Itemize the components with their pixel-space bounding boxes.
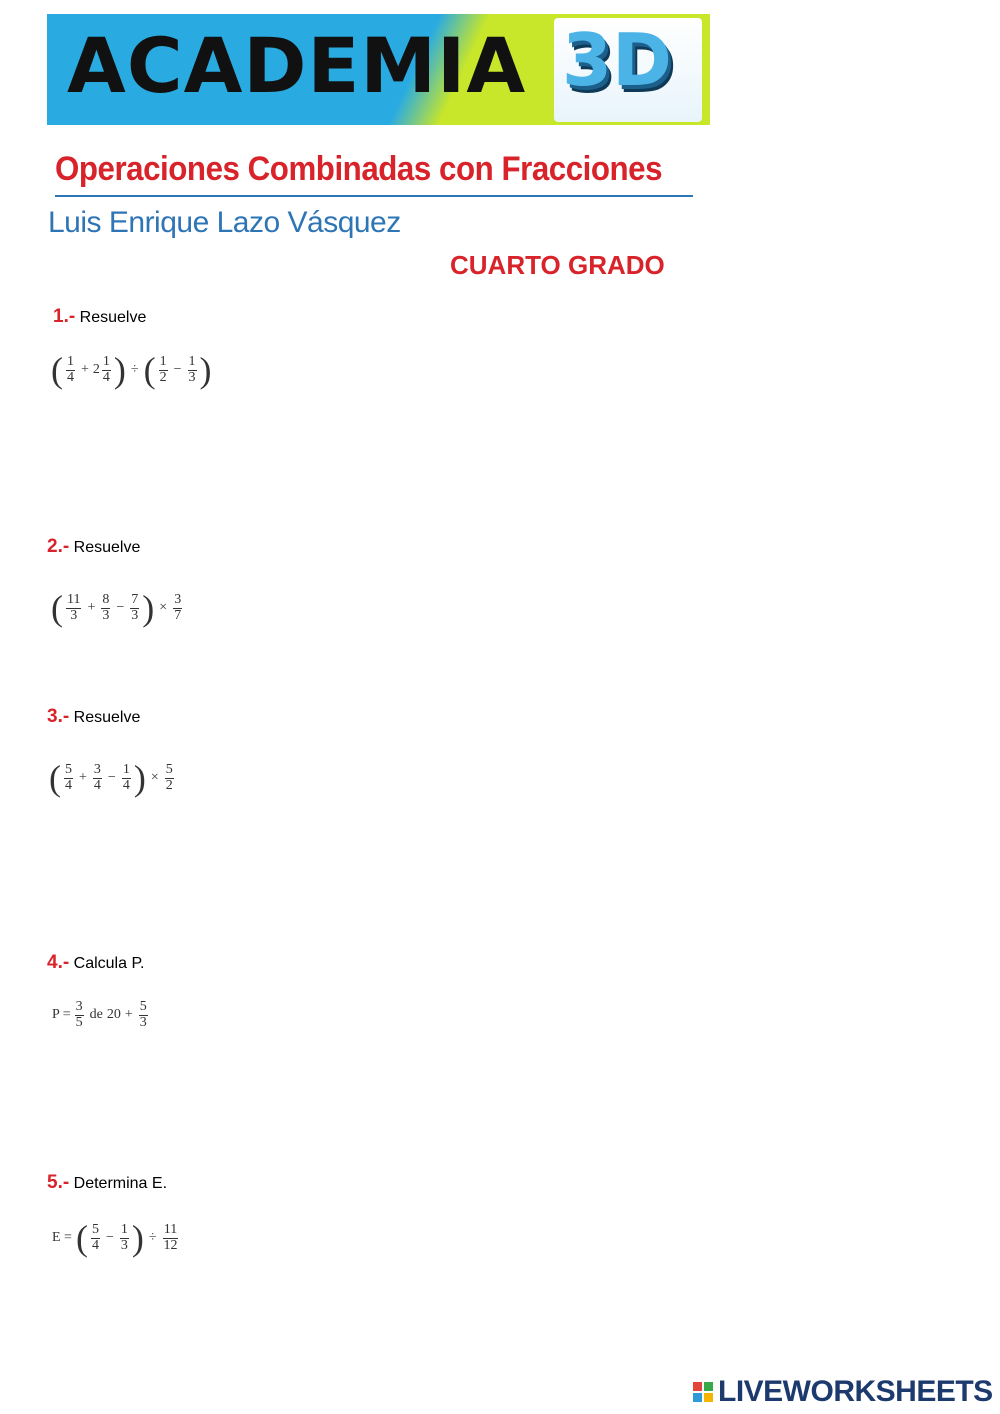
liveworksheets-grid-icon <box>693 1382 713 1402</box>
minus-sign: − <box>107 770 116 785</box>
question-1-heading <box>53 306 146 328</box>
plus-sign: + <box>79 770 87 785</box>
fraction: $\frac{5}{3}$ <box>139 999 147 1030</box>
minus-sign: − <box>116 600 125 615</box>
question-label: Determina E. <box>73 1175 168 1192</box>
open-paren: ( <box>143 350 156 390</box>
fraction: $\frac{7}{3}$ <box>131 591 139 623</box>
fraction: $\frac{1}{3}$ <box>188 353 196 385</box>
author-name: Luis Enrique Lazo Vásquez <box>48 206 401 239</box>
fraction: $\frac{1}{3}$ <box>120 1221 128 1253</box>
fraction: $\frac{5}{4}$ <box>65 761 72 793</box>
worksheet-title: Operaciones Combinadas con Fracciones <box>55 150 663 188</box>
question-label: Resuelve <box>79 309 147 326</box>
fraction: $\frac{3}{7}$ <box>174 591 182 623</box>
liveworksheets-brand: LIVEWORKSHEETS <box>718 1375 993 1408</box>
minus-sign: − <box>105 1230 114 1245</box>
divide-sign: ÷ <box>130 362 139 377</box>
fraction: $\frac{8}{3}$ <box>102 591 110 623</box>
fraction: $\frac{11}{3}$ <box>67 591 81 623</box>
question-number: 3.- <box>47 706 70 727</box>
close-paren: ) <box>113 350 126 390</box>
fraction: $\frac{1}{4}$ <box>67 353 74 385</box>
question-number: 5.- <box>47 1172 70 1193</box>
logo-3d-text: 3D <box>562 18 672 102</box>
logo-3d <box>554 18 702 122</box>
question-5-heading <box>47 1172 167 1194</box>
fraction: $\frac{1}{2}$ <box>159 353 167 385</box>
question-label: Calcula P. <box>73 955 145 972</box>
plus-sign: + <box>87 600 96 615</box>
question-3-heading <box>47 706 140 728</box>
plus-sign: + <box>81 362 89 377</box>
question-number: 2.- <box>47 536 70 557</box>
close-paren: ) <box>142 588 155 628</box>
question-2-heading <box>47 536 140 558</box>
liveworksheets-logo[interactable] <box>693 1375 993 1409</box>
whole-number: 20 <box>106 1007 121 1023</box>
open-paren: ( <box>75 1218 88 1258</box>
whole-number: 2 <box>92 362 100 377</box>
times-sign: × <box>159 600 168 615</box>
fraction: $\frac{3}{5}$ <box>75 999 83 1030</box>
fraction: $\frac{5}{4}$ <box>91 1221 99 1253</box>
close-paren: ) <box>131 1218 144 1258</box>
close-paren: ) <box>199 350 212 390</box>
divide-sign: ÷ <box>148 1230 157 1245</box>
close-paren: ) <box>133 758 146 798</box>
fraction: $\frac{1}{4}$ <box>122 761 130 793</box>
plus-sign: + <box>124 1007 133 1023</box>
title-divider <box>55 195 693 197</box>
equation-lhs: E = <box>52 1230 72 1245</box>
banner-title: ACADEMIA <box>67 21 527 110</box>
de-word: de <box>89 1007 103 1023</box>
question-5-expression <box>52 1220 181 1256</box>
minus-sign: − <box>173 362 182 377</box>
open-paren: ( <box>51 350 63 390</box>
academia-banner <box>47 14 710 125</box>
question-label: Resuelve <box>73 539 141 556</box>
question-2-expression <box>50 590 184 626</box>
open-paren: ( <box>49 758 61 798</box>
grade-label: CUARTO GRADO <box>450 250 665 280</box>
question-1-expression <box>50 352 213 388</box>
fraction: $\frac{11}{12}$ <box>163 1221 178 1253</box>
question-4-expression <box>52 1000 150 1030</box>
fraction: $\frac{5}{2}$ <box>165 761 173 793</box>
times-sign: × <box>150 770 159 785</box>
question-label: Resuelve <box>73 709 141 726</box>
question-3-expression <box>48 760 176 796</box>
open-paren: ( <box>51 588 63 628</box>
question-number: 4.- <box>47 952 70 973</box>
fraction: $\frac{1}{4}$ <box>102 353 110 385</box>
fraction: $\frac{3}{4}$ <box>93 761 101 793</box>
question-number: 1.- <box>53 306 76 327</box>
question-4-heading <box>47 952 145 974</box>
equation-lhs: P = <box>52 1007 71 1023</box>
